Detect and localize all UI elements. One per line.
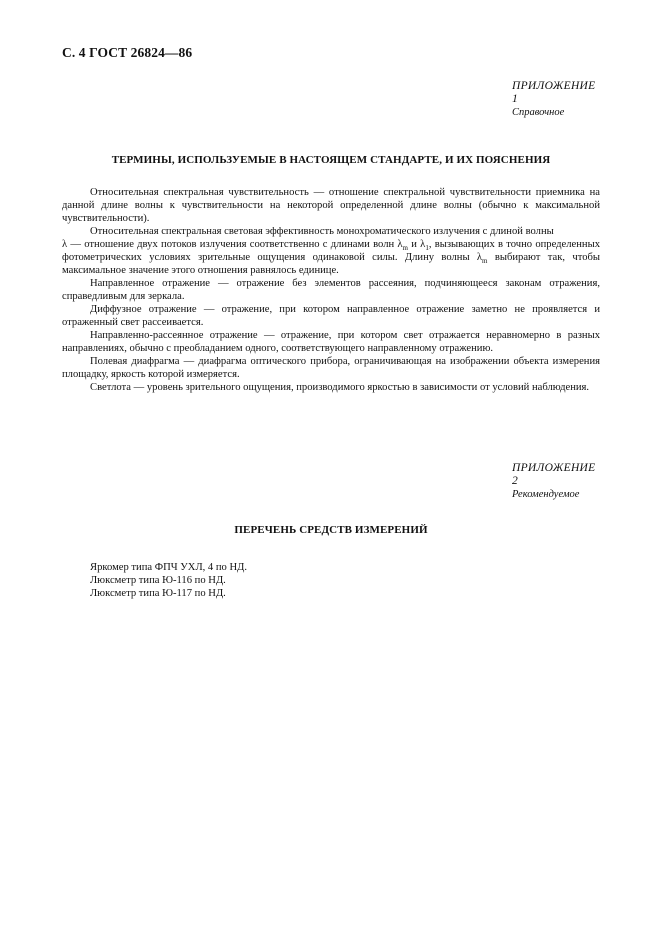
term-paragraph: Направленное отражение — отражение без элементов рассеяния, подчиняющееся законам отражения, справедливым для зеркала. — [62, 278, 600, 302]
list-item: Люксметр типа Ю-116 по НД. — [90, 575, 226, 586]
lambda-text-1: λ — отношение двух потоков излучения соответственно с длинами волн λ — [62, 239, 403, 250]
appendix-2-title: ПРИЛОЖЕНИЕ 2 — [512, 462, 596, 487]
term-paragraph: Диффузное отражение — отражение, при котором направленное отражение заметно не проявляется и отраженный свет рассеивается. — [62, 304, 600, 328]
term-paragraph-lambda — [62, 238, 600, 277]
lambda-text-3: , вызывающих в точно определенных фотометрических условиях зрительные ощущения одинаковой силы. Длину волны λ — [62, 239, 600, 263]
appendix-2-subtitle: Рекомендуемое — [512, 489, 580, 500]
term-paragraph: Светлота — уровень зрительного ощущения, производимого яркостью в зависимости от условий наблюдения. — [90, 382, 590, 393]
terms-section-title: ТЕРМИНЫ, ИСПОЛЬЗУЕМЫЕ В НАСТОЯЩЕМ СТАНДАРТЕ, И ИХ ПОЯСНЕНИЯ — [111, 154, 551, 166]
list-item: Люксметр типа Ю-117 по НД. — [90, 588, 226, 599]
instruments-list — [90, 561, 490, 600]
lambda-text-4: выбирают так, чтобы максимальное значение этого отношения равнялось единице. — [62, 252, 600, 276]
lambda-sub-m: m — [402, 244, 408, 253]
term-paragraph: Направленно-рассеянное отражение — отражение, при котором свет отражается неравномерно в разных направлениях, обычно с преобладанием одного, соответствующего направленному отражению. — [62, 330, 600, 354]
lambda-sub-1: 1 — [425, 244, 429, 253]
lambda-text-2: и λ — [408, 239, 426, 250]
terms-body — [62, 186, 600, 394]
term-paragraph: Относительная спектральная чувствительность — отношение спектральной чувствительности приемника на данной длине волны к чувствительности на некоторой определенной длине волны (обычно к максимальной чувствительности). — [62, 187, 600, 224]
list-item: Яркомер типа ФПЧ УХЛ, 4 по НД. — [90, 562, 248, 573]
appendix-1-subtitle: Справочное — [512, 107, 565, 118]
appendix-1-label — [512, 80, 601, 119]
term-paragraph: Относительная спектральная световая эффективность монохроматического излучения с длиной волны — [90, 226, 554, 237]
lambda-sub-m2: m — [482, 257, 488, 266]
appendix-2-label — [512, 462, 601, 501]
term-paragraph: Полевая диафрагма — диафрагма оптического прибора, ограничивающая на изображении объекта измерения площадку, яркость которой измеряется. — [62, 356, 600, 380]
instruments-section-title: ПЕРЕЧЕНЬ СРЕДСТВ ИЗМЕРЕНИЙ — [234, 524, 428, 536]
appendix-1-title: ПРИЛОЖЕНИЕ 1 — [512, 80, 596, 105]
page-header: С. 4 ГОСТ 26824—86 — [62, 45, 193, 60]
